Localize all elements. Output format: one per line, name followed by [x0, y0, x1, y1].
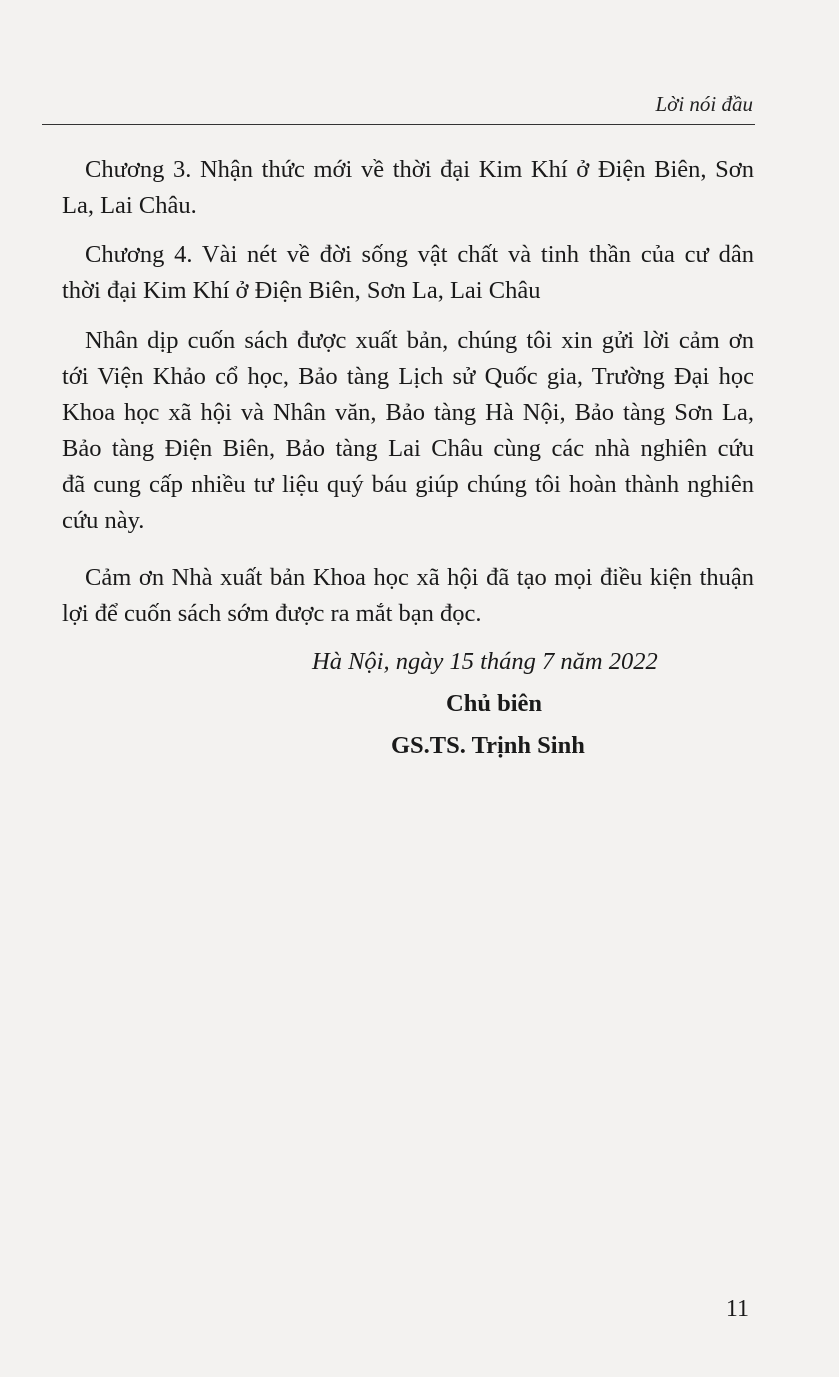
paragraph-chapter-3	[62, 152, 754, 224]
paragraph-line: lợi để cuốn sách sớm được ra mắt bạn đọc.	[62, 600, 482, 627]
running-head: Lời nói đầu	[655, 92, 753, 116]
paragraph-line: đã cung cấp nhiều tư liệu quý báu giúp chúng tôi hoàn thành nghiên	[62, 471, 754, 498]
header-rule	[42, 124, 755, 125]
paragraph-line: Cảm ơn Nhà xuất bản Khoa học xã hội đã tạo mọi điều kiện thuận	[85, 564, 754, 591]
signoff-role: Chủ biên	[446, 690, 543, 717]
paragraph-line: Nhân dịp cuốn sách được xuất bản, chúng tôi xin gửi lời cảm ơn	[85, 327, 754, 354]
paragraph-publisher-thanks	[62, 560, 754, 632]
page-number: 11	[725, 1296, 749, 1322]
paragraph-line: thời đại Kim Khí ở Điện Biên, Sơn La, Lai Châu	[62, 277, 541, 304]
paragraph-acknowledgement	[62, 323, 754, 539]
paragraph-line: Bảo tàng Điện Biên, Bảo tàng Lai Châu cùng các nhà nghiên cứu	[62, 435, 754, 462]
paragraph-line: Khoa học xã hội và Nhân văn, Bảo tàng Hà Nội, Bảo tàng Sơn La,	[62, 399, 754, 426]
paragraph-line: Chương 3. Nhận thức mới về thời đại Kim Khí ở Điện Biên, Sơn	[85, 156, 754, 183]
paragraph-line: tới Viện Khảo cổ học, Bảo tàng Lịch sử Quốc gia, Trường Đại học	[62, 363, 754, 390]
signoff-date: Hà Nội, ngày 15 tháng 7 năm 2022	[312, 648, 658, 675]
paragraph-chapter-4	[62, 237, 754, 309]
signoff-name: GS.TS. Trịnh Sinh	[391, 732, 585, 759]
paragraph-line: Chương 4. Vài nét về đời sống vật chất và tinh thần của cư dân	[85, 241, 754, 268]
paragraph-line: cứu này.	[62, 507, 145, 534]
paragraph-line: La, Lai Châu.	[62, 192, 197, 219]
